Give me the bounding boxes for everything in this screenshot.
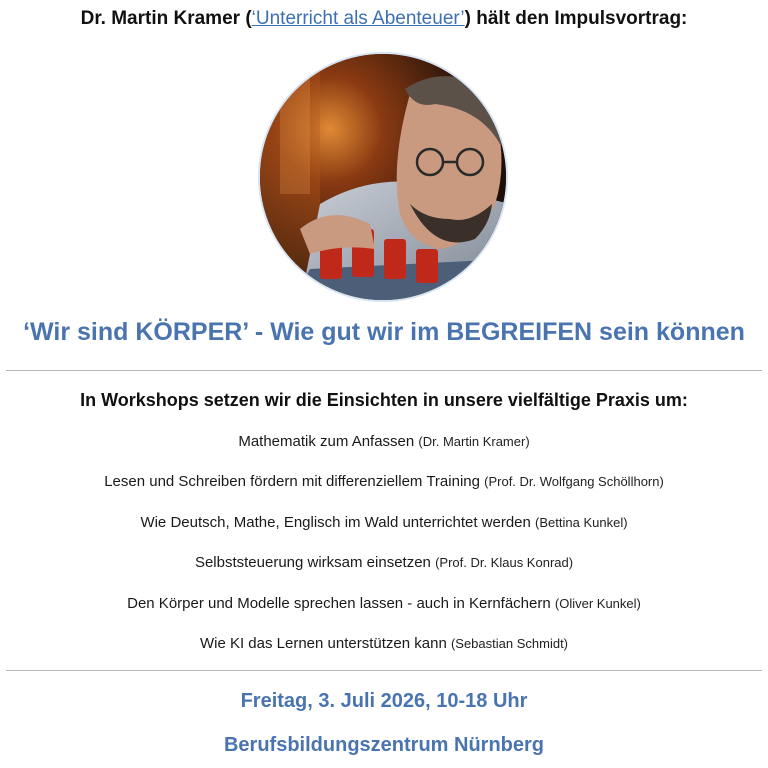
workshop-speaker: (Sebastian Schmidt) <box>450 635 569 651</box>
workshop-title: Selbststeuerung wirksam einsetzen <box>194 554 431 572</box>
divider-top <box>6 370 762 371</box>
speaker-link[interactable]: ‘Unterricht als Abenteuer’ <box>251 8 465 29</box>
speaker-photo <box>258 52 508 302</box>
workshop-title: Lesen und Schreiben fördern mit differenziellem Training <box>104 473 480 491</box>
headline-paren-open: ( <box>240 8 252 29</box>
speaker-photo-icon <box>260 54 508 302</box>
workshop-speaker: (Oliver Kunkel) <box>554 595 641 611</box>
workshop-speaker: (Prof. Dr. Klaus Konrad) <box>435 555 574 571</box>
workshop-title: Den Körper und Modelle sprechen lassen - auch in Kernfächern <box>127 594 551 612</box>
headline-speaker: Dr. Martin Kramer <box>80 8 241 29</box>
talk-title: ‘Wir sind KÖRPER’ - Wie gut wir im BEGREIFEN sein können <box>23 318 745 346</box>
event-date: Freitag, 3. Juli 2026, 10-18 Uhr <box>240 690 528 712</box>
workshop-item <box>0 594 768 634</box>
workshop-item <box>0 634 768 674</box>
workshop-item <box>0 513 768 553</box>
workshop-item <box>0 432 768 472</box>
workshops-intro: In Workshops setzen wir die Einsichten in unsere vielfältige Praxis um: <box>80 390 688 410</box>
workshop-item <box>0 553 768 593</box>
workshop-title: Mathematik zum Anfassen <box>238 433 415 450</box>
workshop-speaker: (Prof. Dr. Wolfgang Schöllhorn) <box>484 474 664 490</box>
headline <box>0 8 768 30</box>
workshop-title: Wie KI das Lernen unterstützen kann <box>199 634 447 652</box>
workshop-list <box>0 432 768 674</box>
workshop-title: Wie Deutsch, Mathe, Englisch im Wald unterrichtet werden <box>140 513 531 531</box>
workshop-item <box>0 472 768 512</box>
event-venue: Berufsbildungszentrum Nürnberg <box>223 734 544 756</box>
workshop-speaker: (Bettina Kunkel) <box>535 514 628 530</box>
workshop-speaker: (Dr. Martin Kramer) <box>418 434 530 449</box>
headline-paren-close: ) <box>464 8 471 29</box>
headline-suffix: hält den Impulsvortrag: <box>470 8 688 29</box>
divider-bottom <box>6 670 762 671</box>
